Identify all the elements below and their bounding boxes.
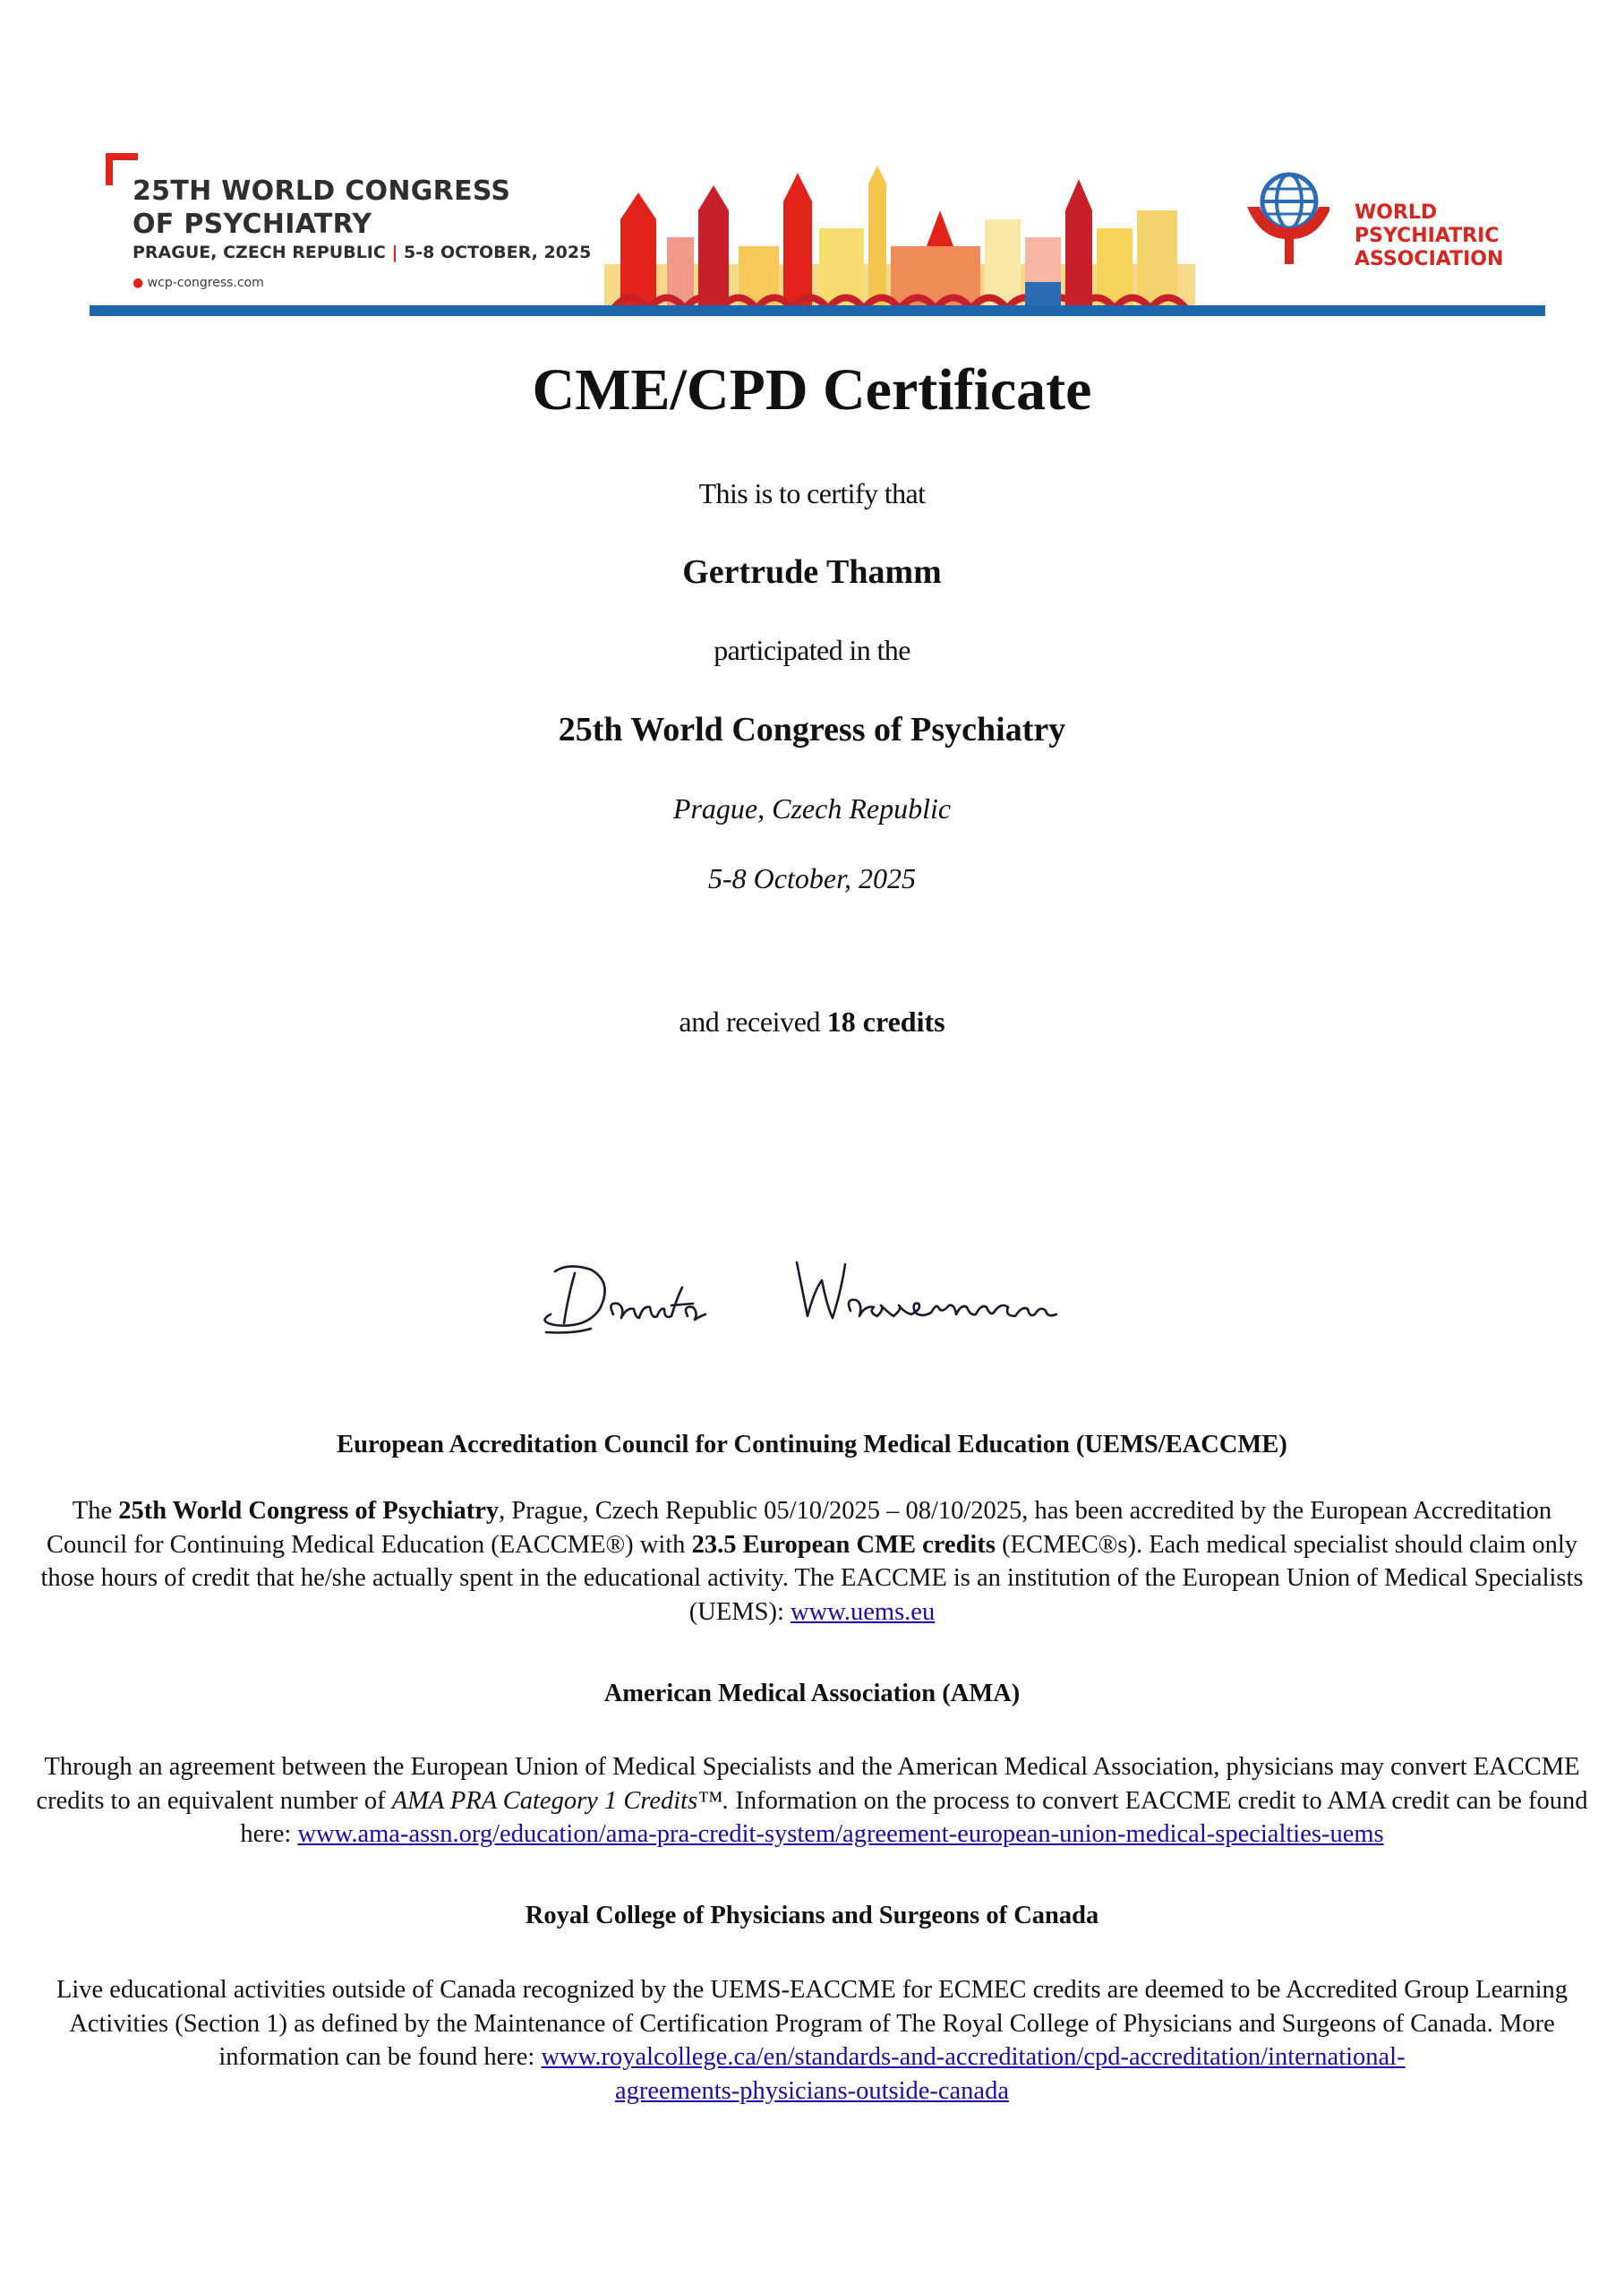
certify-text: This is to certify that [698,477,926,509]
congress-website [132,276,264,290]
certificate-header [90,148,1545,327]
eaccme-text-1: The [72,1497,119,1525]
association-name [1355,201,1551,271]
ama-text-1: Through an agreement between the European Union of Medical Specialists and the American Medical Association, physicians may convert EACCME credits to an equivalent number of [36,1753,1580,1815]
ama-credit-name: AMA PRA Category 1 Credits™. [391,1786,730,1815]
ama-heading: American Medical Association (AMA) [603,1680,1021,1707]
rcpsc-text-1: Live educational activities outside of Canada recognized by the UEMS-EACCME for ECMEC credits are deemed to be Accredited Group Learning Activities (Section 1) as defined by the Maintenance of Certification Program of The Royal College of Physicians and Surgeons of Canada. More information can be found here: [56,1976,1568,2071]
association-name-line1: WORLD [1355,201,1438,224]
congress-subtitle [132,243,591,262]
event-name: 25th World Congress of Psychiatry [558,711,1066,748]
header-divider [90,305,1545,316]
recipient-name: Gertrude Thamm [682,553,942,591]
certificate-title: CME/CPD Certificate [532,357,1092,423]
uems-link[interactable]: www.uems.eu [791,1597,936,1626]
royalcollege-link[interactable]: www.royalcollege.ca/en/standards-and-accreditation/cpd-accreditation/international- [541,2043,1406,2071]
ama-paragraph [36,1750,1588,1852]
congress-location: PRAGUE, CZECH REPUBLIC [132,243,386,262]
eaccme-paragraph [36,1494,1588,1629]
prague-skyline-icon [604,166,1195,309]
subtitle-separator: | [391,243,398,262]
congress-dates: 5-8 OCTOBER, 2025 [404,243,592,262]
rcpsc-paragraph [36,1973,1588,2108]
event-location: Prague, Czech Republic [672,792,952,825]
bullet-icon: ● [132,276,144,290]
association-name-line2: PSYCHIATRIC [1355,225,1500,247]
congress-title-line1: 25TH WORLD CONGRESS [132,175,511,207]
event-dates: 5-8 October, 2025 [708,862,916,894]
eaccme-event-name: 25th World Congress of Psychiatry [118,1497,500,1525]
received-text: and received [679,1005,821,1038]
signature [528,1236,1101,1361]
eaccme-credits: 23.5 European CME credits [691,1530,996,1559]
congress-website-text: wcp-congress.com [147,276,264,290]
eaccme-heading: European Accreditation Council for Continuing Medical Education (UEMS/EACCME) [337,1431,1287,1458]
rcpsc-heading: Royal College of Physicians and Surgeons of Canada [525,1902,1099,1929]
world-psychiatric-association-logo [1240,167,1329,266]
association-name-line3: ASSOCIATION [1355,248,1504,270]
congress-title-line2: OF PSYCHIATRY [132,209,372,240]
ama-link[interactable]: www.ama-assn.org/education/ama-pra-credit-system/agreement-european-union-medical-specialties-uems [297,1820,1384,1848]
congress-title [132,175,634,241]
eaccme-text-3: (ECMEC®s). Each medical specialist should claim only those hours of credit that he/she actually spent in the educational activity. The EACCME is an institution of the European Union of Medical Specialists (UEMS): [40,1530,1584,1626]
ama-text-2: Information on the process to convert EACCME credit to AMA credit can be found here: [240,1786,1588,1848]
participated-text: participated in the [714,634,910,666]
royalcollege-link-continued[interactable]: agreements-physicians-outside-canada [615,2076,1009,2105]
eaccme-text-2: , Prague, Czech Republic 05/10/2025 – 08/10/2025, has been accredited by the European Accreditation Council for Continuing Medical Education (EACCME®) with [46,1497,1552,1559]
credits-statement [0,1005,1624,1039]
credits-value: 18 credits [826,1005,945,1038]
